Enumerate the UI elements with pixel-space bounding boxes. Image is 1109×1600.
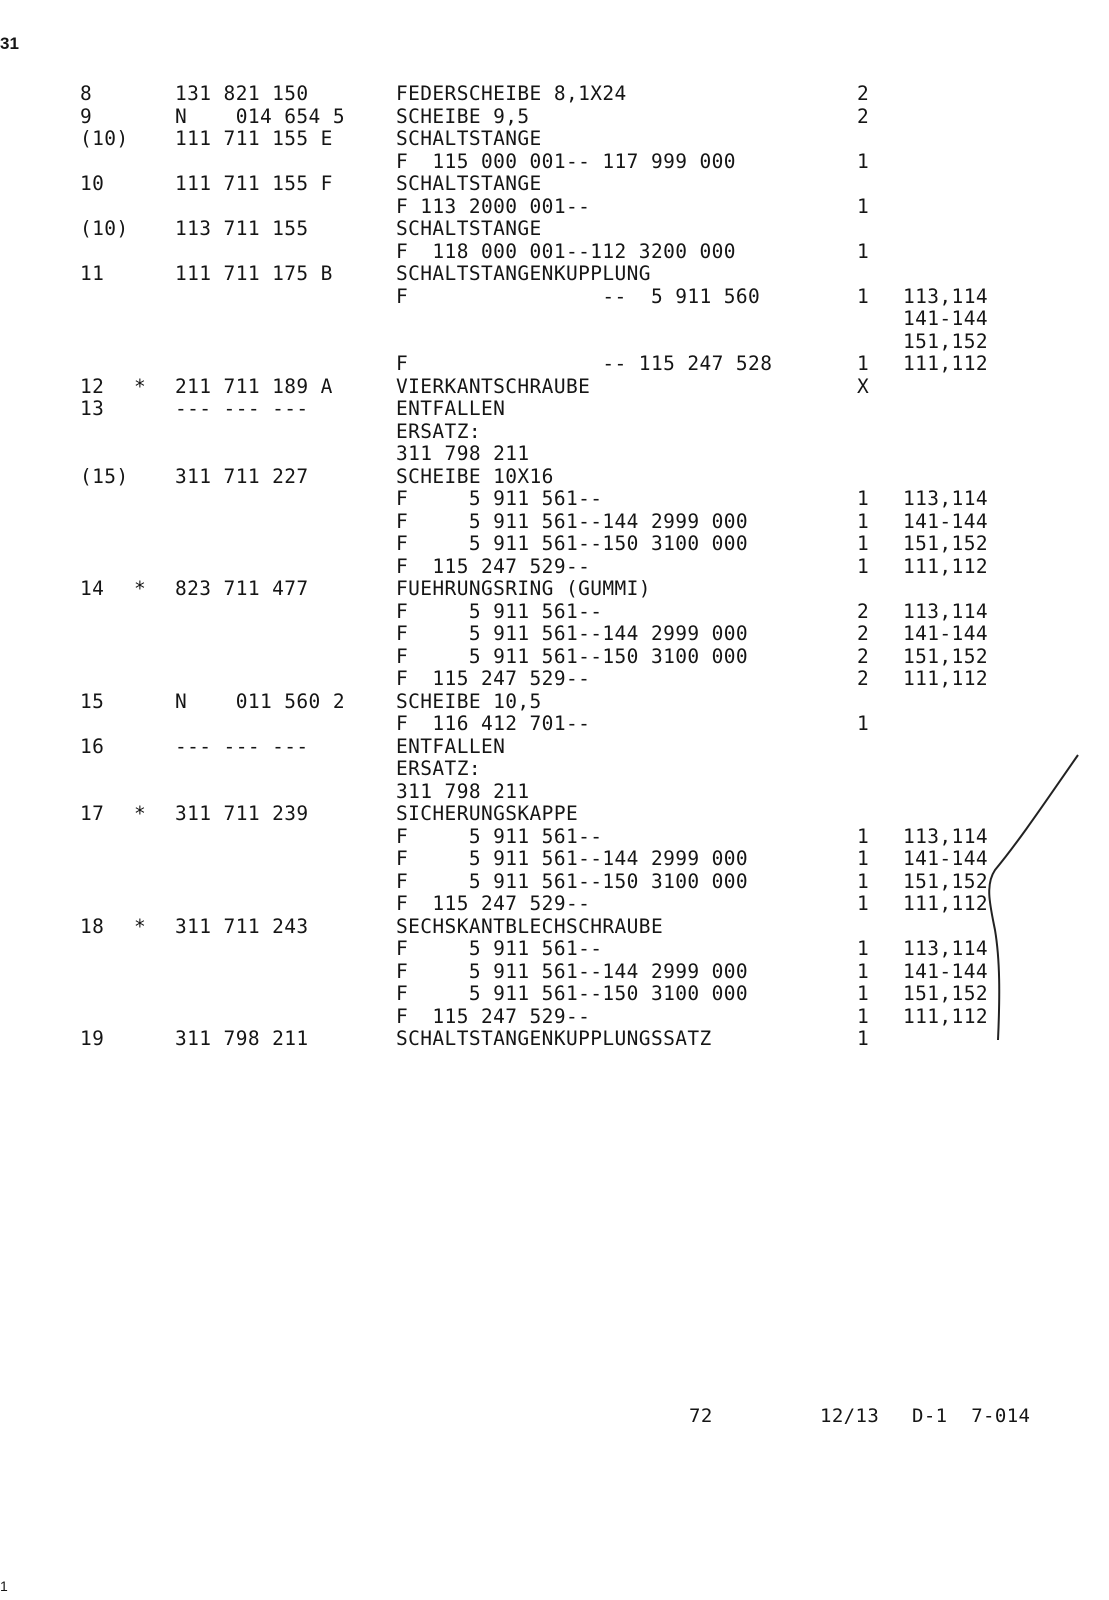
part-number: 823 711 477 [175,577,309,600]
description: ENTFALLEN [396,397,506,420]
part-number: 111 711 155 E [175,127,333,150]
quantity: 1 [857,1027,870,1050]
quantity: 1 [857,937,870,960]
footer-page-number: 72 [689,1405,713,1427]
model-codes: 111,112 [903,1004,988,1028]
description: F 116 412 701-- [396,712,591,735]
parts-listing [0,83,1030,1051]
table-row [0,826,1030,849]
model-codes: 113,114 [903,284,988,308]
table-row [0,443,1030,466]
model-codes: 141-144 [903,509,988,533]
description: ERSATZ: [396,419,481,443]
description: ERSATZ: [396,757,481,780]
part-number: --- --- --- [175,734,309,758]
table-row [0,128,1030,151]
position-number: 8 [80,82,93,105]
position-number: 19 [80,1027,105,1050]
part-number: 311 711 243 [175,914,309,938]
model-codes: 111,112 [903,352,988,375]
quantity: 1 [857,239,870,263]
asterisk-mark: * [134,374,147,398]
table-row [0,623,1030,646]
part-number: 311 798 211 [175,1027,309,1050]
description: F -- 115 247 528 [396,352,773,375]
part-number: --- --- --- [175,397,309,420]
description: F 5 911 561--150 3100 000 [396,532,749,555]
table-row [0,286,1030,309]
quantity: 1 [857,194,870,218]
table-row [0,106,1030,129]
table-row [0,781,1030,804]
table-row [0,961,1030,984]
quantity: 1 [857,487,870,510]
table-row [0,331,1030,354]
table-row [0,668,1030,691]
model-codes: 151,152 [903,982,988,1005]
page-corner-number: 31 [0,34,19,53]
description: FUEHRUNGSRING (GUMMI) [396,577,651,600]
table-row [0,1028,1030,1051]
description: SCHALTSTANGE [396,127,542,150]
description: F 115 247 529-- [396,667,591,690]
asterisk-mark: * [134,802,147,825]
description: F 5 911 561-- [396,487,603,510]
table-row [0,398,1030,421]
position-number: 14 [80,577,105,600]
table-row [0,376,1030,399]
table-row [0,218,1030,241]
description: SCHEIBE 10,5 [396,689,542,713]
description: F -- 5 911 560 [396,284,761,308]
model-codes: 151,152 [903,869,988,893]
quantity: 1 [857,892,870,915]
model-codes: 151,152 [903,644,988,668]
description: F 115 247 529-- [396,554,591,578]
position-number: (10) [80,217,129,240]
table-row [0,173,1030,196]
quantity: 1 [857,1004,870,1028]
quantity: 1 [857,532,870,555]
asterisk-mark: * [134,914,147,938]
description: SCHALTSTANGE [396,217,542,240]
part-number: 131 821 150 [175,82,309,105]
table-row [0,263,1030,286]
quantity: 1 [857,869,870,893]
table-row [0,646,1030,669]
quantity: 1 [857,149,870,173]
position-number: (10) [80,127,129,150]
table-row [0,848,1030,871]
description: F 5 911 561-- [396,824,603,848]
part-number: 111 711 175 B [175,262,333,285]
description: F 5 911 561--144 2999 000 [396,622,749,645]
model-codes: 141-144 [903,959,988,983]
description: SCHALTSTANGENKUPPLUNGSSATZ [396,1027,712,1050]
position-number: 15 [80,689,105,713]
description: F 118 000 001--112 3200 000 [396,239,736,263]
quantity: 1 [857,284,870,308]
model-codes: 141-144 [903,622,988,645]
description: F 5 911 561--144 2999 000 [396,509,749,533]
quantity: 2 [857,622,870,645]
quantity: 1 [857,352,870,375]
quantity: 2 [857,82,870,105]
footer-code: D-1 7-014 [912,1405,1031,1427]
position-number: 9 [80,104,93,128]
table-row [0,241,1030,264]
quantity: 1 [857,824,870,848]
quantity: 1 [857,554,870,578]
description: SCHALTSTANGENKUPPLUNG [396,262,651,285]
position-number: 18 [80,914,105,938]
part-number: N 014 654 5 [175,104,345,128]
part-number: 311 711 227 [175,464,309,488]
part-number: N 011 560 2 [175,689,345,713]
description: F 115 247 529-- [396,1004,591,1028]
description: SECHSKANTBLECHSCHRAUBE [396,914,664,938]
position-number: 17 [80,802,105,825]
page-corner-bottom-mark: 1 [0,1578,8,1594]
description: F 5 911 561--150 3100 000 [396,869,749,893]
description: F 5 911 561-- [396,599,603,623]
part-number: 211 711 189 A [175,374,333,398]
table-row [0,578,1030,601]
table-row [0,466,1030,489]
description: F 115 247 529-- [396,892,591,915]
model-codes: 151,152 [903,532,988,555]
table-row [0,1006,1030,1029]
description: F 5 911 561--144 2999 000 [396,959,749,983]
model-codes: 111,112 [903,667,988,690]
table-row [0,353,1030,376]
description: 311 798 211 [396,779,530,803]
table-row [0,421,1030,444]
position-number: 11 [80,262,105,285]
model-codes: 141-144 [903,307,988,330]
table-row [0,83,1030,106]
table-row [0,983,1030,1006]
description: F 5 911 561--150 3100 000 [396,982,749,1005]
description: SCHEIBE 10X16 [396,464,554,488]
part-number: 111 711 155 F [175,172,333,195]
quantity: 1 [857,712,870,735]
description: F 5 911 561--150 3100 000 [396,644,749,668]
position-number: 16 [80,734,105,758]
position-number: 10 [80,172,105,195]
description: SCHALTSTANGE [396,172,542,195]
model-codes: 151,152 [903,329,988,353]
description: F 113 2000 001-- [396,194,591,218]
position-number: 12 [80,374,105,398]
table-row [0,196,1030,219]
model-codes: 111,112 [903,554,988,578]
table-row [0,691,1030,714]
table-row [0,803,1030,826]
table-row [0,736,1030,759]
quantity: 1 [857,509,870,533]
model-codes: 113,114 [903,937,988,960]
table-row [0,938,1030,961]
asterisk-mark: * [134,577,147,600]
description: F 5 911 561-- [396,937,603,960]
table-row [0,533,1030,556]
description: F 5 911 561--144 2999 000 [396,847,749,870]
footer-date: 12/13 [820,1405,880,1427]
model-codes: 113,114 [903,824,988,848]
table-row [0,601,1030,624]
description: SCHEIBE 9,5 [396,104,530,128]
table-row [0,758,1030,781]
table-row [0,151,1030,174]
page-footer [0,1405,1109,1515]
description: F 115 000 001-- 117 999 000 [396,149,736,173]
position-number: (15) [80,464,129,488]
position-number: 13 [80,397,105,420]
quantity: 2 [857,667,870,690]
table-row [0,308,1030,331]
table-row [0,871,1030,894]
quantity: 1 [857,847,870,870]
description: ENTFALLEN [396,734,506,758]
quantity: 1 [857,959,870,983]
part-number: 113 711 155 [175,217,309,240]
description: 311 798 211 [396,442,530,465]
quantity: 2 [857,104,870,128]
description: SICHERUNGSKAPPE [396,802,579,825]
table-row [0,916,1030,939]
model-codes: 111,112 [903,892,988,915]
description: FEDERSCHEIBE 8,1X24 [396,82,627,105]
quantity: 2 [857,599,870,623]
table-row [0,556,1030,579]
description: VIERKANTSCHRAUBE [396,374,591,398]
model-codes: 113,114 [903,487,988,510]
part-number: 311 711 239 [175,802,309,825]
table-row [0,893,1030,916]
table-row [0,488,1030,511]
quantity: 1 [857,982,870,1005]
quantity: X [857,374,870,398]
table-row [0,511,1030,534]
model-codes: 141-144 [903,847,988,870]
model-codes: 113,114 [903,599,988,623]
table-row [0,713,1030,736]
quantity: 2 [857,644,870,668]
